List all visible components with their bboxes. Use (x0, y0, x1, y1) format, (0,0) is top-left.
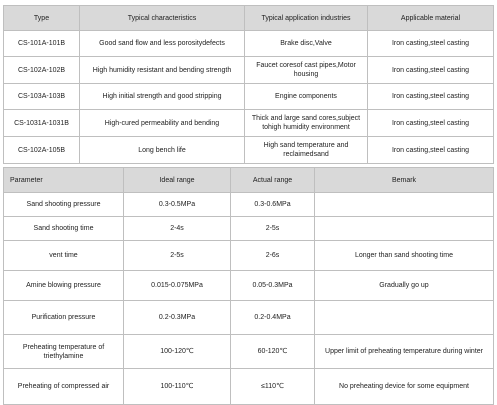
table-row (4, 110, 494, 137)
table-row (4, 137, 494, 164)
ideal-range-cell: 2-4s (124, 217, 231, 241)
material-cell: Iron casting,steel casting (368, 84, 494, 110)
parameter-cell: Purification pressure (4, 301, 124, 335)
characteristics-cell: High-cured permeability and bending (80, 110, 245, 137)
industries-cell: Brake disc,Valve (245, 31, 368, 57)
material-cell: Iron casting,steel casting (368, 110, 494, 137)
table-row (4, 57, 494, 84)
type-cell: CS-102A-105B (4, 137, 80, 164)
characteristics-cell: High initial strength and good stripping (80, 84, 245, 110)
column-header-actual-range: Actual range (231, 168, 315, 193)
table-row (4, 241, 494, 271)
table-row (4, 193, 494, 217)
industries-cell: Faucet coresof cast pipes,Motor housing (245, 57, 368, 84)
actual-range-cell: ≤110℃ (231, 369, 315, 405)
ideal-range-cell: 0.015-0.075MPa (124, 271, 231, 301)
characteristics-cell: High humidity resistant and bending strength (80, 57, 245, 84)
table-header-row (4, 6, 494, 31)
column-header-ideal-range: Ideal range (124, 168, 231, 193)
industries-cell: Thick and large sand cores,subject tohigh humidity environment (245, 110, 368, 137)
table-header-row (4, 168, 494, 193)
remark-cell (315, 193, 494, 217)
ideal-range-cell: 0.3-0.5MPa (124, 193, 231, 217)
type-cell: CS-101A-101B (4, 31, 80, 57)
remark-cell: No preheating device for some equipment (315, 369, 494, 405)
characteristics-cell: Long bench life (80, 137, 245, 164)
type-cell: CS-102A-102B (4, 57, 80, 84)
column-header-characteristics: Typical characteristics (80, 6, 245, 31)
parameter-cell: Amine blowing pressure (4, 271, 124, 301)
actual-range-cell: 2-5s (231, 217, 315, 241)
actual-range-cell: 0.2-0.4MPa (231, 301, 315, 335)
ideal-range-cell: 2-5s (124, 241, 231, 271)
table-row (4, 301, 494, 335)
ideal-range-cell: 0.2-0.3MPa (124, 301, 231, 335)
parameter-cell: Sand shooting time (4, 217, 124, 241)
table-row (4, 84, 494, 110)
product-type-table (3, 5, 494, 164)
column-header-type: Type (4, 6, 80, 31)
parameter-cell: Sand shooting pressure (4, 193, 124, 217)
material-cell: Iron casting,steel casting (368, 137, 494, 164)
industries-cell: Engine components (245, 84, 368, 110)
material-cell: Iron casting,steel casting (368, 57, 494, 84)
document (3, 5, 493, 405)
table-row (4, 271, 494, 301)
industries-cell: High sand temperature and reclaimedsand (245, 137, 368, 164)
actual-range-cell: 2-6s (231, 241, 315, 271)
actual-range-cell: 60-120℃ (231, 335, 315, 369)
ideal-range-cell: 100-120℃ (124, 335, 231, 369)
column-header-parameter: Parameter (4, 168, 124, 193)
process-parameter-table (3, 167, 494, 405)
table-row (4, 369, 494, 405)
table-row (4, 335, 494, 369)
column-header-material: Applicable material (368, 6, 494, 31)
parameter-cell: Preheating temperature of triethylamine (4, 335, 124, 369)
column-header-industries: Typical application industries (245, 6, 368, 31)
remark-cell (315, 217, 494, 241)
parameter-cell: vent time (4, 241, 124, 271)
column-header-remark: Bemark (315, 168, 494, 193)
actual-range-cell: 0.3-0.6MPa (231, 193, 315, 217)
remark-cell: Gradually go up (315, 271, 494, 301)
remark-cell: Upper limit of preheating temperature during winter (315, 335, 494, 369)
type-cell: CS-103A-103B (4, 84, 80, 110)
actual-range-cell: 0.05-0.3MPa (231, 271, 315, 301)
remark-cell (315, 301, 494, 335)
parameter-cell: Preheating of compressed air (4, 369, 124, 405)
ideal-range-cell: 100-110℃ (124, 369, 231, 405)
remark-cell: Longer than sand shooting time (315, 241, 494, 271)
table-row (4, 31, 494, 57)
table-row (4, 217, 494, 241)
type-cell: CS-1031A-1031B (4, 110, 80, 137)
material-cell: Iron casting,steel casting (368, 31, 494, 57)
characteristics-cell: Good sand flow and less porositydefects (80, 31, 245, 57)
